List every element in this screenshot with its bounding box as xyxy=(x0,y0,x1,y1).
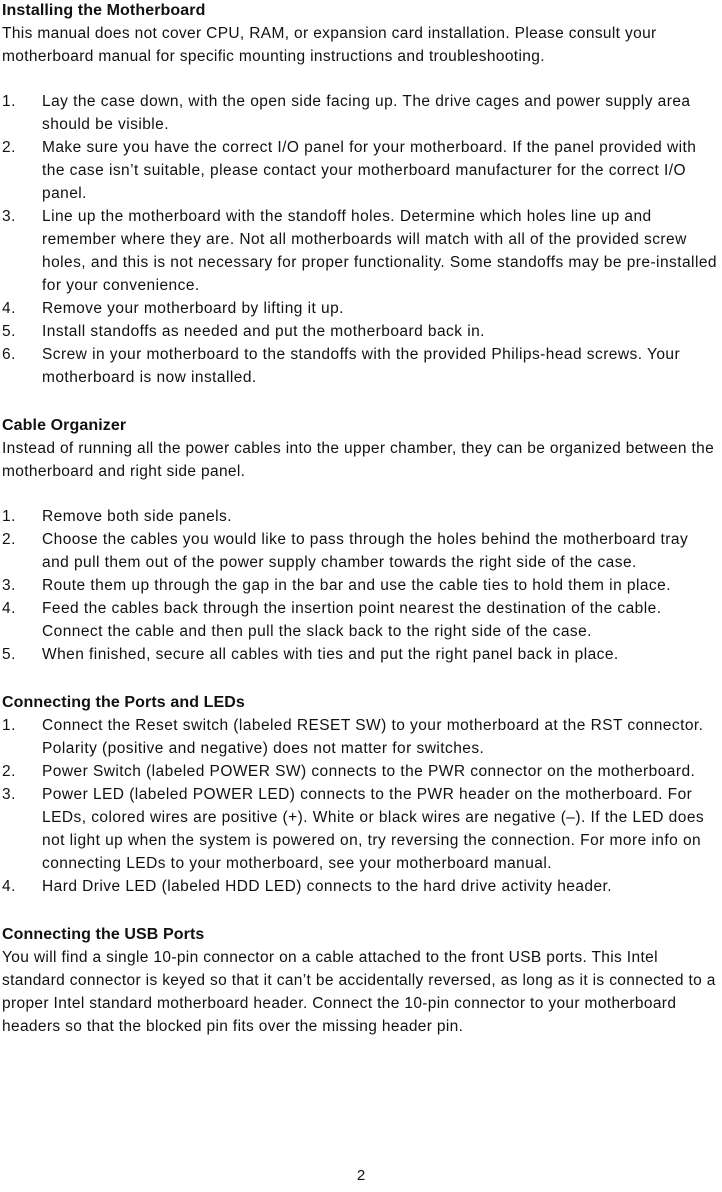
page-number: 2 xyxy=(356,1167,366,1184)
section-cable-organizer xyxy=(2,415,720,666)
step-text: Install standoffs as needed and put the motherboard back in. xyxy=(42,323,485,340)
step-number: 4. xyxy=(2,300,16,317)
list-item xyxy=(2,783,720,875)
list-item xyxy=(2,875,720,898)
step-text: Power LED (labeled POWER LED) connects to the PWR header on the motherboard. For LEDs, colored wires are positive (+). White or black wires are negative (–). If the LED does not light up when the system is powered on, try reversing the connection. For more info on connecting LEDs to your motherboard, see your motherboard manual. xyxy=(42,786,705,872)
step-number: 5. xyxy=(2,323,16,340)
list-item xyxy=(2,643,720,666)
step-text: When finished, secure all cables with ties and put the right panel back in place. xyxy=(42,646,619,663)
step-text: Screw in your motherboard to the standoffs with the provided Philips-head screws. Your motherboard is now installed. xyxy=(42,346,681,386)
steps-list xyxy=(2,714,720,898)
section-intro: You will find a single 10-pin connector on a cable attached to the front USB ports. This Intel standard connector is keyed so that it can’t be accidentally reversed, as long as it is connected to a proper Intel standard motherboard header. Connect the 10-pin connector to your motherboard headers so that the blocked pin fits over the missing header pin. xyxy=(2,949,716,1035)
list-item xyxy=(2,760,720,783)
step-text: Route them up through the gap in the bar and use the cable ties to hold them in place. xyxy=(42,577,671,594)
step-number: 3. xyxy=(2,786,16,803)
step-number: 1. xyxy=(2,93,16,110)
section-spacer xyxy=(2,389,720,415)
step-number: 2. xyxy=(2,531,16,548)
list-item xyxy=(2,714,720,760)
step-text: Make sure you have the correct I/O panel for your motherboard. If the panel provided with the case isn’t suitable, please contact your motherboard manufacturer for the correct I/O panel. xyxy=(42,139,697,202)
section-heading: Installing the Motherboard xyxy=(2,2,206,19)
section-heading: Connecting the Ports and LEDs xyxy=(2,694,245,711)
list-item xyxy=(2,136,720,205)
step-text: Connect the Reset switch (labeled RESET SW) to your motherboard at the RST connector. Polarity (positive and negative) does not matter for switches. xyxy=(42,717,704,757)
section-ports-and-leds xyxy=(2,692,720,898)
list-item xyxy=(2,597,720,643)
section-heading: Connecting the USB Ports xyxy=(2,926,205,943)
section-spacer xyxy=(2,666,720,692)
step-text: Feed the cables back through the insertion point nearest the destination of the cable. Connect the cable and then pull the slack back to the right side of the case. xyxy=(42,600,662,640)
section-heading: Cable Organizer xyxy=(2,417,127,434)
list-item xyxy=(2,90,720,136)
step-text: Remove both side panels. xyxy=(42,508,233,525)
step-number: 1. xyxy=(2,508,16,525)
list-item xyxy=(2,574,720,597)
step-number: 3. xyxy=(2,577,16,594)
step-number: 4. xyxy=(2,878,16,895)
step-text: Remove your motherboard by lifting it up. xyxy=(42,300,344,317)
step-text: Choose the cables you would like to pass through the holes behind the motherboard tray and pull them out of the power supply chamber towards the right side of the case. xyxy=(42,531,689,571)
step-text: Hard Drive LED (labeled HDD LED) connects to the hard drive activity header. xyxy=(42,878,613,895)
list-item xyxy=(2,205,720,297)
step-text: Lay the case down, with the open side facing up. The drive cages and power supply area should be visible. xyxy=(42,93,691,133)
section-usb-ports xyxy=(2,924,720,1038)
step-number: 6. xyxy=(2,346,16,363)
step-text: Power Switch (labeled POWER SW) connects to the PWR connector on the motherboard. xyxy=(42,763,696,780)
steps-list xyxy=(2,505,720,666)
step-number: 2. xyxy=(2,139,16,156)
step-number: 1. xyxy=(2,717,16,734)
list-item xyxy=(2,297,720,320)
step-number: 2. xyxy=(2,763,16,780)
list-item xyxy=(2,320,720,343)
list-item xyxy=(2,343,720,389)
section-intro: This manual does not cover CPU, RAM, or expansion card installation. Please consult your motherboard manual for specific mounting instructions and troubleshooting. xyxy=(2,25,657,65)
step-number: 3. xyxy=(2,208,16,225)
step-number: 5. xyxy=(2,646,16,663)
section-installing-motherboard xyxy=(2,0,720,389)
steps-list xyxy=(2,90,720,389)
list-item xyxy=(2,528,720,574)
step-text: Line up the motherboard with the standoff holes. Determine which holes line up and remember where they are. Not all motherboards will match with all of the provided screw holes, and this is not necessary for proper functionality. Some standoffs may be pre-installed for your convenience. xyxy=(42,208,717,294)
section-spacer xyxy=(2,898,720,924)
section-intro: Instead of running all the power cables into the upper chamber, they can be organized between the motherboard and right side panel. xyxy=(2,440,715,480)
step-number: 4. xyxy=(2,600,16,617)
list-item xyxy=(2,505,720,528)
